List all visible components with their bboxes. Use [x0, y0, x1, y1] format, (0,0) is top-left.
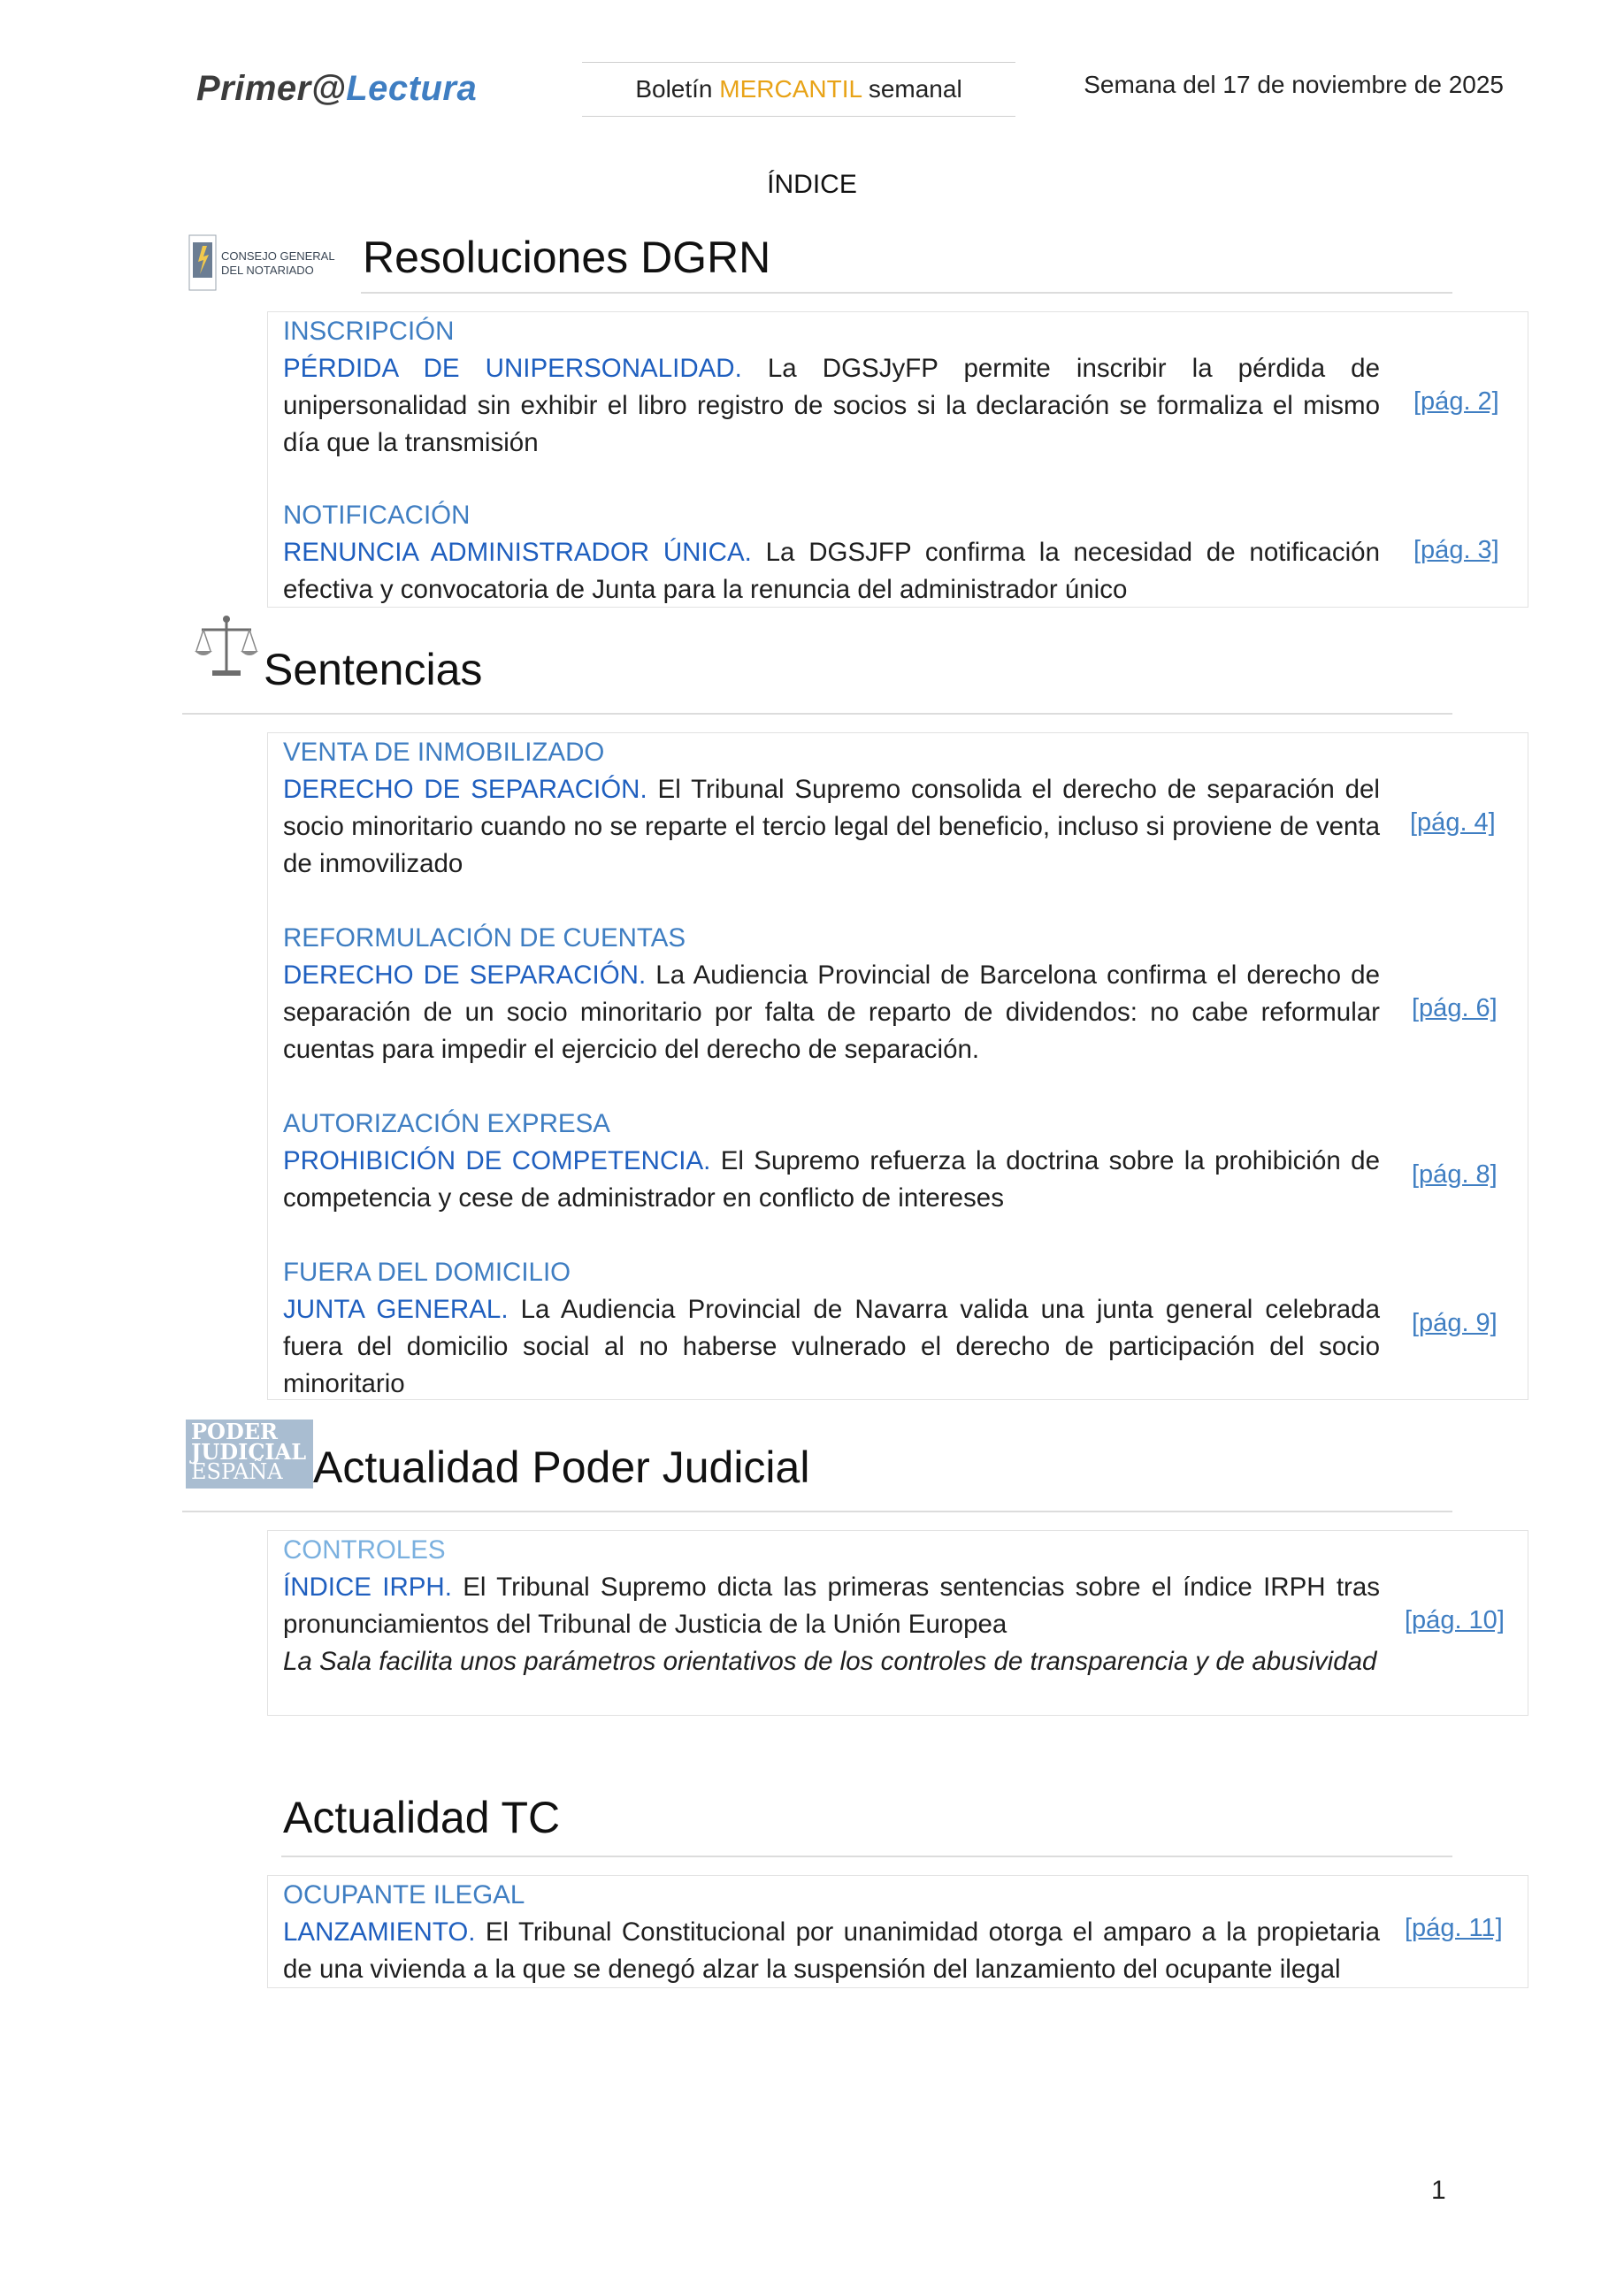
page-link-tc-1[interactable]: [pág. 11]: [1405, 1914, 1503, 1942]
entry-text: La Audiencia Provincial de Barcelona confirma el derecho de separación de un socio minoritario por falta de reparto de dividendos: no cabe reformular cuentas para impedir el ejercicio del derecho de separación.: [283, 960, 1380, 1064]
entry-sentencias-1: [283, 734, 1380, 883]
entry-category: NOTIFICACIÓN: [283, 501, 471, 530]
page-link-sentencias-4[interactable]: [pág. 9]: [1412, 1309, 1498, 1337]
entry-category: AUTORIZACIÓN EXPRESA: [283, 1109, 610, 1138]
entry-text: La Audiencia Provincial de Navarra valida una junta general celebrada fuera del domicilio social al no haberse vulnerado el derecho de participación del socio minoritario: [283, 1295, 1380, 1398]
entry-category: OCUPANTE ILEGAL: [283, 1880, 525, 1910]
entry-heading: RENUNCIA ADMINISTRADOR ÚNICA.: [283, 538, 752, 567]
entry-note: La Sala facilita unos parámetros orientativos de los controles de transparencia y de abusividad: [283, 1647, 1377, 1676]
page-link-poder-judicial-1[interactable]: [pág. 10]: [1405, 1606, 1505, 1634]
entry-heading: PROHIBICIÓN DE COMPETENCIA.: [283, 1146, 711, 1175]
section-title-tc: Actualidad TC: [283, 1793, 561, 1842]
entry-text: La DGSJFP confirma la necesidad de notificación efectiva y convocatoria de Junta para la renuncia del administrador único: [283, 538, 1380, 604]
entry-heading: LANZAMIENTO.: [283, 1917, 476, 1947]
entry-dgrn-2: [283, 497, 1380, 608]
week-date: Semana del 17 de noviembre de 2025: [1084, 71, 1504, 98]
entry-heading: DERECHO DE SEPARACIÓN.: [283, 960, 647, 990]
entry-text: El Tribunal Supremo consolida el derecho de separación del socio minoritario cuando no se reparte el tercio legal del beneficio, incluso si proviene de venta de inmovilizado: [283, 775, 1380, 878]
entry-category: FUERA DEL DOMICILIO: [283, 1258, 571, 1287]
scales-of-justice-icon: [191, 612, 262, 683]
section-title-sentencias: Sentencias: [264, 645, 483, 694]
index-title: ÍNDICE: [767, 170, 857, 199]
section-rule-poder-judicial: [182, 1511, 1452, 1512]
poder-judicial-logo: [186, 1420, 313, 1489]
entry-sentencias-4: [283, 1254, 1380, 1403]
bulletin-title: [582, 62, 1015, 117]
pj-logo-line-1: PODER: [191, 1419, 279, 1444]
section-title-dgrn: Resoluciones DGRN: [363, 233, 771, 282]
section-rule-sentencias: [182, 713, 1452, 715]
notariado-logo-icon: [188, 232, 347, 295]
page-link-sentencias-2[interactable]: [pág. 6]: [1412, 994, 1498, 1022]
entry-category: VENTA DE INMOBILIZADO: [283, 738, 605, 767]
entry-text: El Supremo refuerza la doctrina sobre la prohibición de competencia y cese de administrador en conflicto de intereses: [283, 1146, 1380, 1213]
entry-heading: PÉRDIDA DE UNIPERSONALIDAD.: [283, 354, 742, 383]
entry-poder-judicial-1: [283, 1532, 1380, 1680]
svg-text:DEL NOTARIADO: DEL NOTARIADO: [221, 264, 314, 277]
section-rule-dgrn: [361, 292, 1452, 294]
entry-dgrn-1: [283, 313, 1380, 462]
pj-logo-line-2: JUDICIAL: [191, 1439, 307, 1465]
pj-logo-line-3: ESPAÑA: [191, 1459, 283, 1484]
page-link-sentencias-1[interactable]: [pág. 4]: [1410, 808, 1496, 837]
entry-heading: JUNTA GENERAL.: [283, 1295, 509, 1324]
page-link-dgrn-2[interactable]: [pág. 3]: [1413, 536, 1499, 564]
entry-text: El Tribunal Constitucional por unanimidad otorga el amparo a la propietaria de una vivienda a la que se denegó alzar la suspensión del lanzamiento del ocupante ilegal: [283, 1917, 1380, 1984]
logo-part2: Lectura: [346, 69, 478, 108]
entry-tc-1: [283, 1877, 1380, 1988]
entry-category: REFORMULACIÓN DE CUENTAS: [283, 923, 686, 953]
bulletin-highlight: MERCANTIL: [719, 75, 862, 103]
entry-category: INSCRIPCIÓN: [283, 317, 455, 346]
svg-text:CONSEJO GENERAL: CONSEJO GENERAL: [221, 249, 335, 263]
bulletin-prefix: Boletín: [635, 75, 720, 103]
page-number: 1: [1431, 2176, 1446, 2205]
section-title-poder-judicial: Actualidad Poder Judicial: [313, 1443, 810, 1492]
logo-part1: Primer@: [196, 69, 347, 108]
entry-category: CONTROLES: [283, 1535, 446, 1565]
entry-sentencias-2: [283, 920, 1380, 1068]
section-rule-tc: [281, 1856, 1452, 1857]
entry-heading: ÍNDICE IRPH.: [283, 1573, 452, 1602]
entry-text: La DGSJyFP permite inscribir la pérdida de unipersonalidad sin exhibir el libro registro de socios si la declaración se formaliza el mismo día que la transmisión: [283, 354, 1380, 457]
entry-text: El Tribunal Supremo dicta las primeras sentencias sobre el índice IRPH tras pronunciamientos del Tribunal de Justicia de la Unión Europea: [283, 1573, 1380, 1639]
page-link-sentencias-3[interactable]: [pág. 8]: [1412, 1160, 1498, 1189]
entry-heading: DERECHO DE SEPARACIÓN.: [283, 775, 647, 804]
bulletin-suffix: semanal: [862, 75, 962, 103]
page-link-dgrn-1[interactable]: [pág. 2]: [1413, 387, 1499, 416]
entry-sentencias-3: [283, 1106, 1380, 1217]
primer-lectura-logo: [196, 69, 477, 109]
